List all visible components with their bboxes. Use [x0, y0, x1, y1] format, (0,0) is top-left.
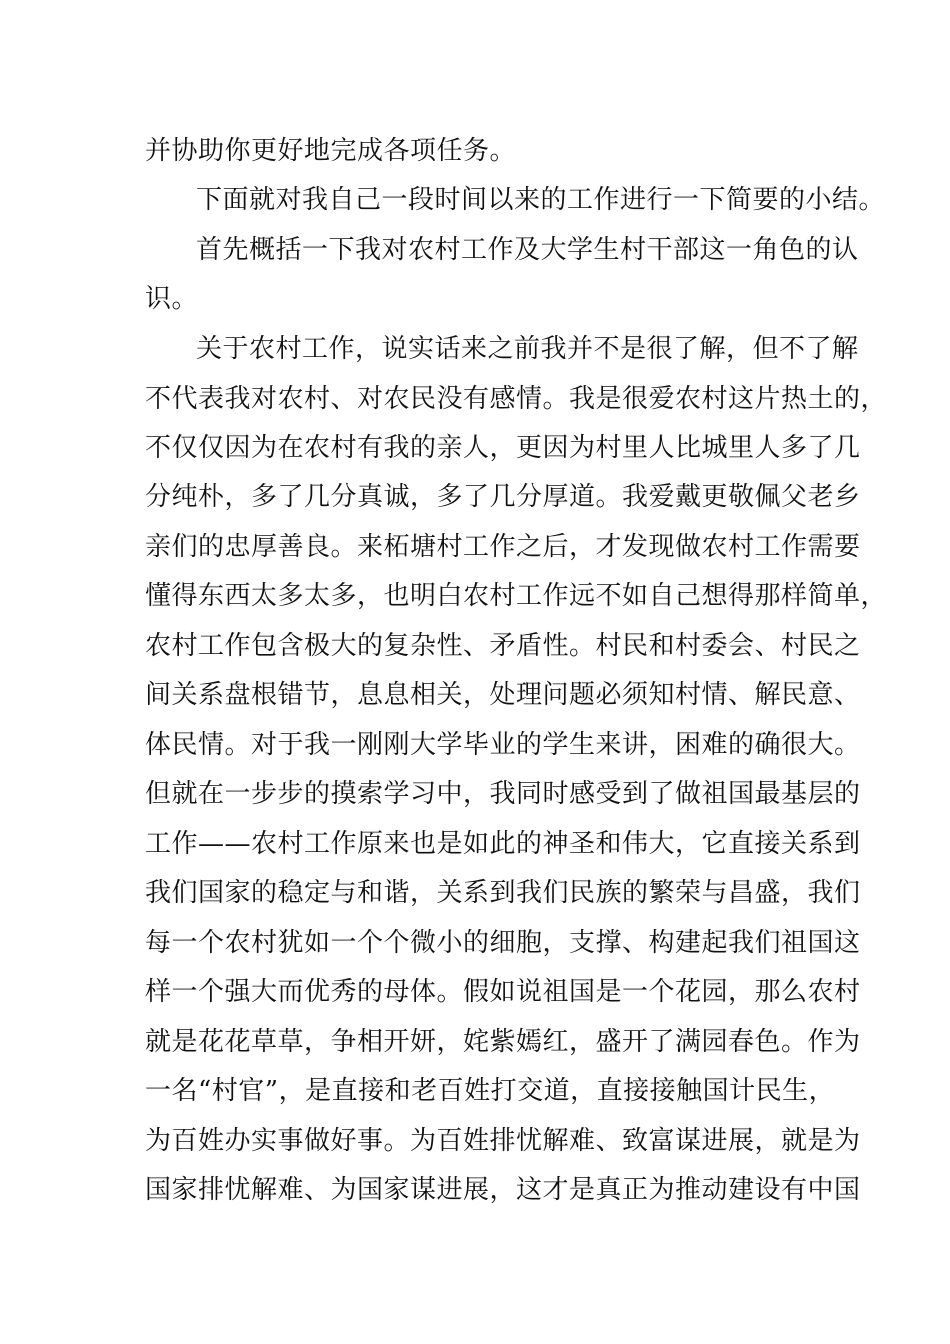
text-line: 每一个农村犹如一个个微小的细胞，支撑、构建起我们祖国这: [145, 928, 861, 958]
text-line: 亲们的忠厚善良。来柘塘村工作之后，才发现做农村工作需要: [145, 532, 861, 562]
text-line: 但就在一步步的摸索学习中，我同时感受到了做祖国最基层的: [145, 779, 861, 809]
text-line: 懂得东西太多太多，也明白农村工作远不如自己想得那样简单，: [145, 581, 888, 611]
text-line: 分纯朴，多了几分真诚，多了几分厚道。我爱戴更敬佩父老乡: [145, 482, 861, 512]
text-line: 不代表我对农村、对农民没有感情。我是很爱农村这片热土的，: [145, 384, 888, 414]
text-line: 工作——农村工作原来也是如此的神圣和伟大，它直接关系到: [145, 829, 861, 859]
text-line: 不仅仅因为在农村有我的亲人，更因为村里人比城里人多了几: [145, 433, 861, 463]
text-line: 体民情。对于我一刚刚大学毕业的学生来讲，困难的确很大。: [145, 730, 861, 760]
text-line: 首先概括一下我对农村工作及大学生村干部这一角色的认: [196, 235, 859, 265]
text-line: 一名“村官”，是直接和老百姓打交道，直接接触国计民生，: [145, 1076, 836, 1106]
text-line: 并协助你更好地完成各项任务。: [145, 136, 517, 166]
text-line: 我们国家的稳定与和谐，关系到我们民族的繁荣与昌盛，我们: [145, 878, 861, 908]
text-line: 农村工作包含极大的复杂性、矛盾性。村民和村委会、村民之: [145, 631, 861, 661]
text-line: 关于农村工作，说实话来之前我并不是很了解，但不了解: [196, 334, 859, 364]
text-line: 就是花花草草，争相开妍，姹紫嫣红，盛开了满园春色。作为: [145, 1027, 861, 1057]
text-line: 间关系盘根错节，息息相关，处理问题必须知村情、解民意、: [145, 680, 861, 710]
text-line: 为百姓办实事做好事。为百姓排忧解难、致富谋进展，就是为: [145, 1126, 861, 1156]
text-line: 识。: [145, 284, 199, 314]
text-line: 国家排忧解难、为国家谋进展，这才是真正为推动建设有中国: [145, 1175, 861, 1205]
text-line: 样一个强大而优秀的母体。假如说祖国是一个花园，那么农村: [145, 977, 861, 1007]
text-line: 下面就对我自己一段时间以来的工作进行一下简要的小结。: [196, 185, 886, 215]
